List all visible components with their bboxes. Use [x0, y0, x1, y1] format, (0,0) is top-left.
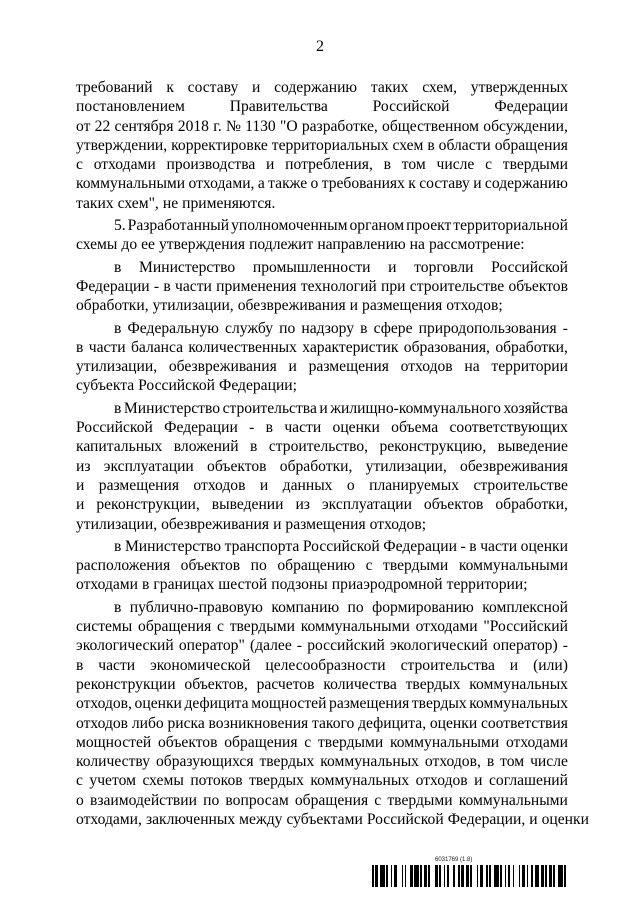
text-line: в части экономической целесообразности строительства и (или) — [76, 656, 568, 674]
paragraph — [76, 216, 568, 255]
text-line: утилизации, обезвреживания и размещения отходов; — [76, 515, 427, 533]
text-line: о взаимодействии по вопросам обращения с твердыми коммунальными — [76, 791, 568, 809]
text-line: капитальных вложений в строительство, реконструкцию, выведение — [76, 438, 568, 456]
text-line: системы обращения с твердыми коммунальными отходами "Российский — [76, 618, 568, 636]
text-line: требований к составу и содержанию таких схем, утвержденных — [76, 79, 568, 96]
paragraph — [76, 399, 568, 534]
paragraph — [76, 258, 568, 316]
text-line: схемы до ее утверждения подлежит направлению на рассмотрение: — [76, 236, 525, 254]
text-line: в Министерство промышленности и торговли Российской — [114, 258, 568, 276]
text-line: от 22 сентября 2018 г. № 1130 "О разработке, общественном обсуждении, — [76, 117, 568, 135]
text-line: субъекта Российской Федерации; — [76, 377, 297, 395]
text-line: утверждении, корректировке территориальных схем в области обращения — [76, 136, 568, 154]
text-line: постановлением Правительства Российской Федерации — [76, 98, 568, 116]
paragraph — [76, 319, 568, 396]
text-line: реконструкции объектов, расчетов количества твердых коммунальных — [76, 675, 568, 693]
text-line: в Министерство строительства и жилищно-коммунального хозяйства — [114, 399, 568, 417]
text-line: в Министерство транспорта Российской Федерации - в части оценки — [114, 537, 568, 555]
paragraph — [76, 537, 568, 595]
text-line: отходов либо риска возникновения такого дефицита, оценки соответствия — [76, 714, 568, 732]
document-code: 6031769 (1.8) — [435, 857, 473, 863]
text-line: отходов, оценки дефицита мощностей размещения твердых коммунальных — [76, 695, 568, 713]
text-line: коммунальными отходами, а также о требованиях к составу и содержанию — [76, 175, 568, 193]
text-line: с отходами производства и потребления, в том числе с твердыми — [76, 156, 568, 174]
text-line: в публично-правовую компанию по формированию комплексной — [114, 598, 568, 616]
text-line: расположения объектов по обращению с твердыми коммунальными — [76, 557, 568, 575]
text-line: обработки, утилизации, обезвреживания и размещения отходов; — [76, 297, 503, 315]
text-line: отходами в границах шестой подзоны приаэродромной территории; — [76, 576, 528, 594]
document-body — [76, 78, 589, 829]
paragraph — [76, 598, 589, 830]
text-line: из эксплуатации объектов обработки, утилизации, обезвреживания — [76, 457, 568, 475]
page-number: 2 — [316, 38, 324, 55]
text-line: и реконструкции, выведении из эксплуатации объектов обработки, — [76, 496, 568, 514]
barcode — [372, 865, 566, 887]
text-line: отходами, заключенных между субъектами Российской Федерации, и оценки — [76, 810, 589, 828]
text-line: и размещения отходов и данных о планируемых строительстве — [76, 476, 568, 494]
text-line: с учетом схемы потоков твердых коммунальных отходов и соглашений — [76, 772, 568, 790]
text-line: Федерации - в части применения технологий при строительстве объектов — [76, 277, 568, 295]
text-line: таких схем", не применяются. — [76, 194, 276, 212]
text-line: экологический оператор" (далее - российский экологический оператор) - — [76, 637, 568, 655]
text-line: Российской Федерации - в части оценки объема соответствующих — [76, 419, 568, 437]
barcode-bar — [564, 865, 566, 887]
text-line: мощностей объектов обращения с твердыми коммунальными отходами — [76, 733, 568, 751]
text-line: утилизации, обезвреживания и размещения отходов на территории — [76, 358, 568, 376]
paragraph — [76, 78, 568, 213]
text-line: в части баланса количественных характеристик образования, обработки, — [76, 338, 568, 356]
text-line: в Федеральную службу по надзору в сфере природопользования - — [114, 319, 568, 337]
text-line: количеству образующихся твердых коммунальных отходов, в том числе — [76, 753, 568, 771]
text-line: 5. Разработанный уполномоченным органом проект территориальной — [114, 217, 568, 235]
